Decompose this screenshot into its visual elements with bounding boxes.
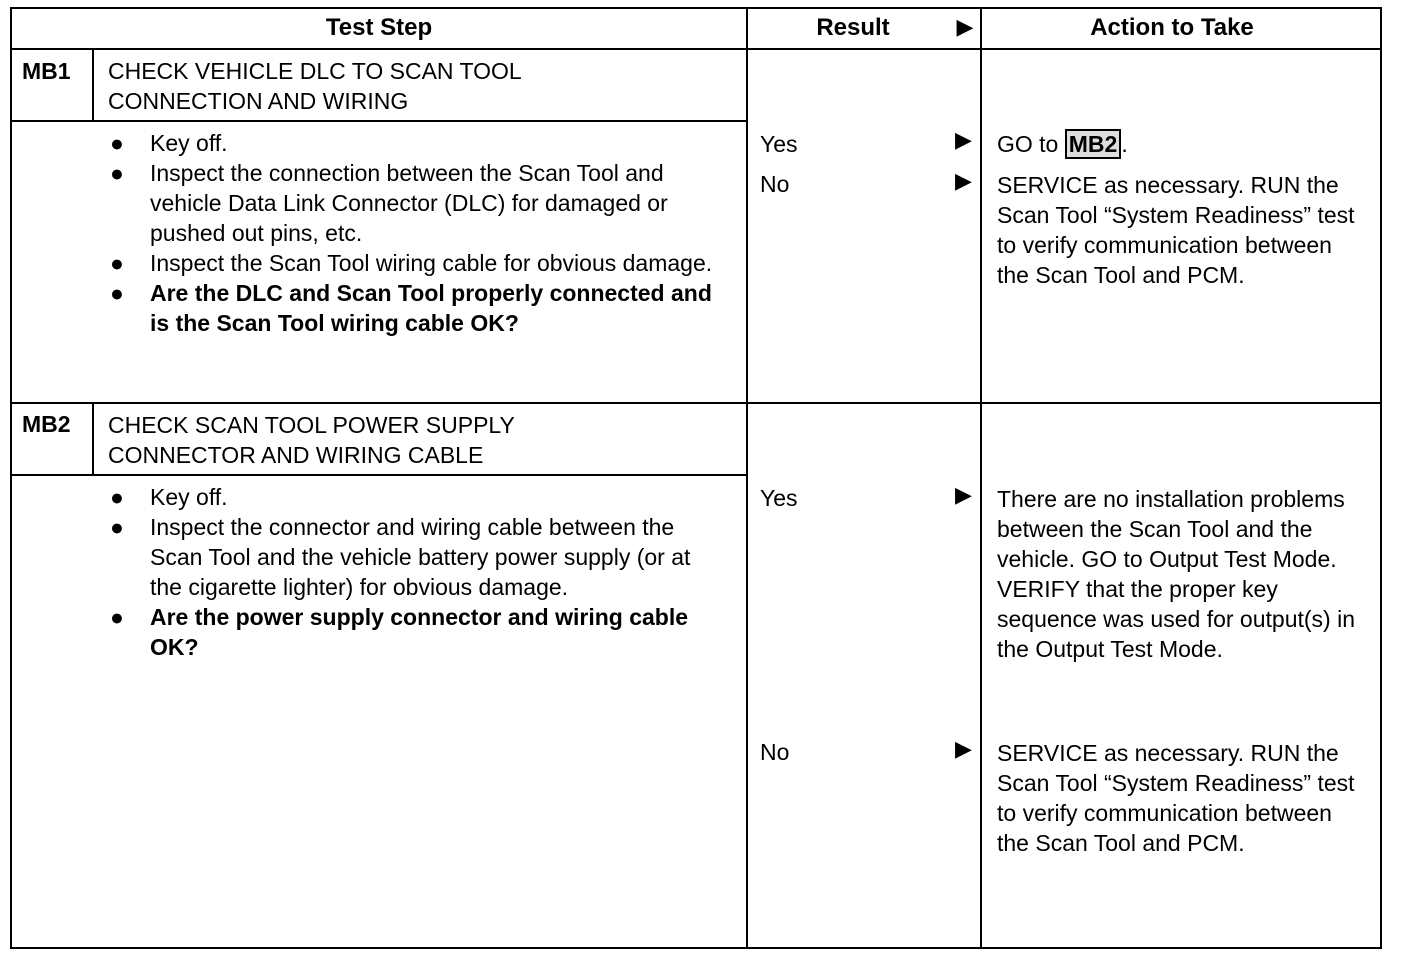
code-divider-mb2 bbox=[92, 402, 94, 474]
bullet-item: ● Inspect the Scan Tool wiring cable for obvious damage. bbox=[110, 250, 713, 276]
step-title-line: CONNECTION AND WIRING bbox=[108, 88, 409, 114]
header-arrow-icon: ▶ bbox=[956, 14, 974, 39]
header-divider bbox=[10, 48, 1382, 50]
bullet-icon: ● bbox=[110, 250, 124, 276]
result-no-mb2: No bbox=[760, 739, 790, 765]
step-title-mb1 bbox=[108, 56, 522, 116]
header-result: Result bbox=[816, 14, 890, 41]
step-title-mb2 bbox=[108, 410, 515, 470]
bullet-question: ● Are the power supply connector and wiring cable OK? bbox=[110, 604, 689, 660]
bullet-icon: ● bbox=[110, 130, 124, 156]
arrow-icon: ▶ bbox=[955, 127, 972, 152]
bullet-item: ● Inspect the connector and wiring cable between the Scan Tool and the vehicle battery power supply (or at the cigarette lighter) for obvious damage. bbox=[110, 514, 691, 600]
bullet-icon: ● bbox=[110, 484, 124, 510]
bullet-item: ● Key off. bbox=[110, 130, 228, 156]
code-divider-mb1 bbox=[92, 48, 94, 120]
bullet-item: ● Inspect the connection between the Scan Tool and vehicle Data Link Connector (DLC) for damaged or pushed out pins, etc. bbox=[110, 160, 668, 246]
title-divider-mb2 bbox=[10, 474, 748, 476]
arrow-icon: ▶ bbox=[955, 482, 972, 507]
action-yes-mb2: There are no installation problems between the Scan Tool and the vehicle. GO to Output Test Mode. VERIFY that the proper key sequence was used for output(s) in the Output Test Mode. bbox=[997, 486, 1355, 662]
header-action: Action to Take bbox=[1090, 14, 1254, 41]
bullet-icon: ● bbox=[110, 160, 124, 186]
result-yes-mb1: Yes bbox=[760, 131, 798, 157]
step-title-line: CHECK VEHICLE DLC TO SCAN TOOL bbox=[108, 58, 522, 84]
col-divider-action bbox=[980, 7, 982, 949]
result-yes-mb2: Yes bbox=[760, 485, 798, 511]
step-reference-mb2[interactable]: MB2 bbox=[1065, 129, 1122, 159]
step-title-line: CONNECTOR AND WIRING CABLE bbox=[108, 442, 484, 468]
bullet-item: ● Key off. bbox=[110, 484, 228, 510]
col-divider-result bbox=[746, 7, 748, 949]
bullet-icon: ● bbox=[110, 604, 124, 630]
step-code-mb1: MB1 bbox=[22, 58, 71, 84]
step-title-line: CHECK SCAN TOOL POWER SUPPLY bbox=[108, 412, 515, 438]
arrow-icon: ▶ bbox=[955, 736, 972, 761]
step-bullets-mb1 bbox=[108, 128, 728, 338]
title-divider-mb1 bbox=[10, 120, 748, 122]
header-test-step: Test Step bbox=[325, 14, 433, 41]
action-yes-mb1: GO to MB2 . bbox=[997, 131, 1128, 157]
step-code-mb2: MB2 bbox=[22, 411, 71, 437]
bullet-icon: ● bbox=[110, 280, 124, 306]
action-no-mb1: SERVICE as necessary. RUN the Scan Tool “System Readiness” test to verify communication between the Scan Tool and PCM. bbox=[997, 172, 1355, 288]
action-no-mb2: SERVICE as necessary. RUN the Scan Tool “System Readiness” test to verify communication between the Scan Tool and PCM. bbox=[997, 740, 1355, 856]
step-bullets-mb2 bbox=[108, 482, 728, 662]
bullet-question: ● Are the DLC and Scan Tool properly connected and is the Scan Tool wiring cable OK? bbox=[110, 280, 712, 336]
result-no-mb1: No bbox=[760, 171, 790, 197]
step-divider bbox=[10, 402, 1382, 404]
arrow-icon: ▶ bbox=[955, 168, 972, 193]
bullet-icon: ● bbox=[110, 514, 124, 540]
